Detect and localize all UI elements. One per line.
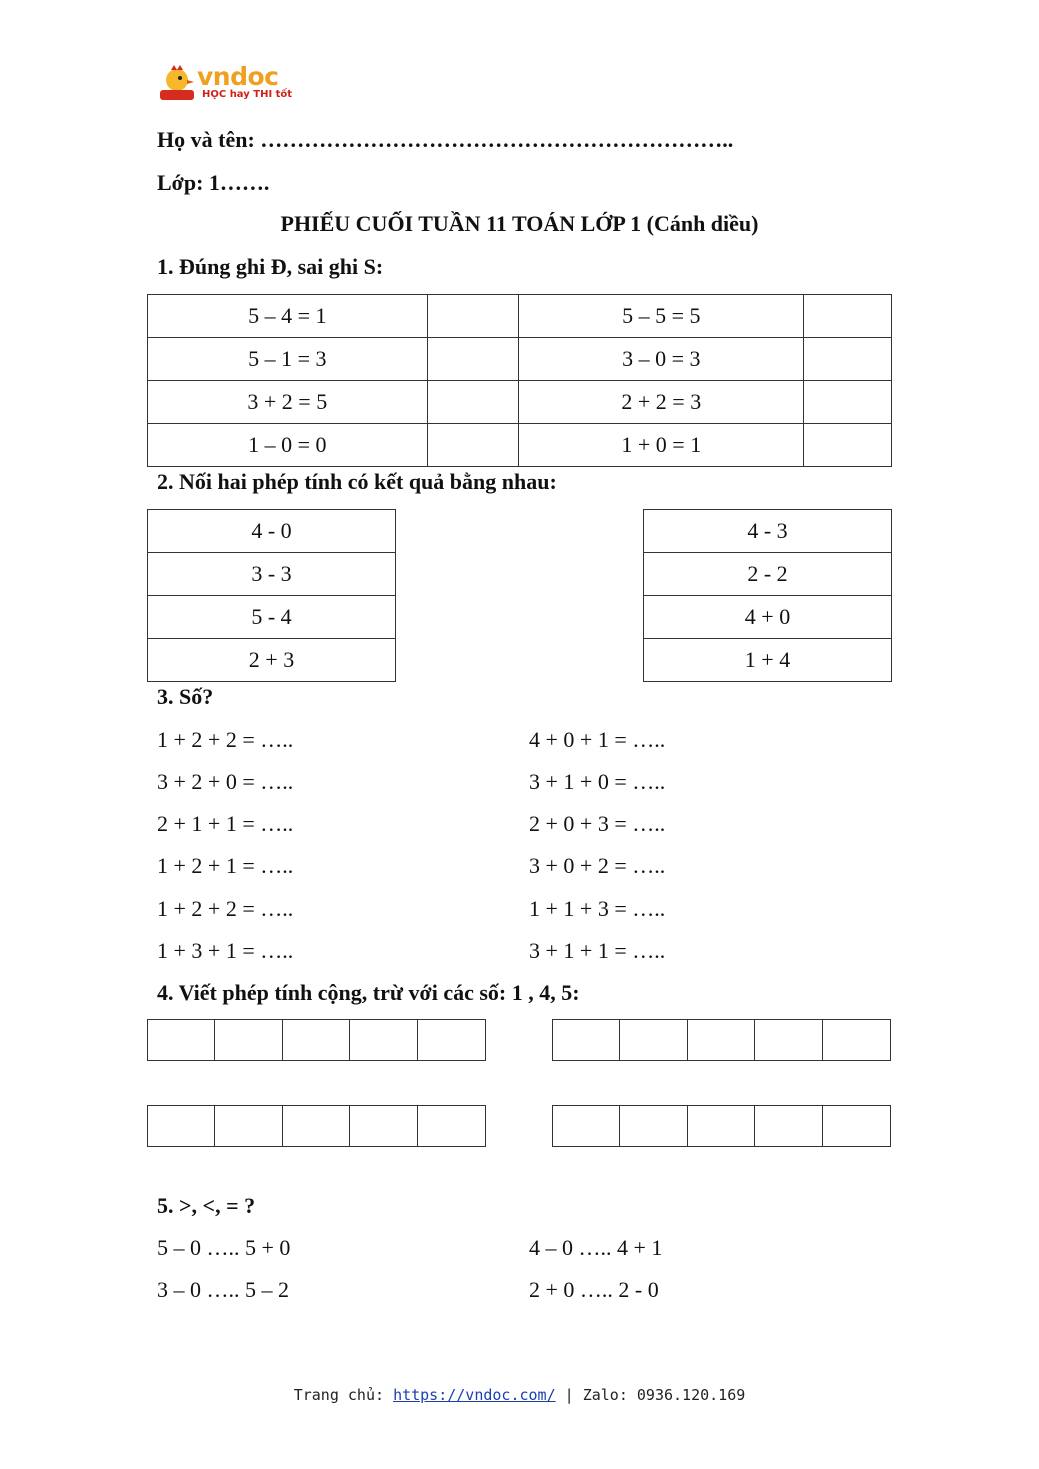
- table-row: [148, 639, 396, 682]
- logo-slogan: HỌC hay THI tốt: [202, 89, 293, 100]
- q1-answer-box[interactable]: [804, 338, 892, 381]
- page-title: PHIẾU CUỐI TUẦN 11 TOÁN LỚP 1 (Cánh diều): [280, 211, 759, 236]
- page-footer: [0, 1386, 1039, 1404]
- q3-heading: 3. Số?: [157, 684, 214, 709]
- q2-right-expression[interactable]: 4 + 0: [644, 596, 892, 639]
- q2-heading: 2. Nối hai phép tính có kết quả bằng nhau:: [157, 469, 557, 494]
- q4-answer-cell[interactable]: [755, 1106, 822, 1146]
- q4-answer-row: [147, 1105, 486, 1147]
- logo-brand-text: vndoc: [197, 62, 279, 91]
- q1-equation: 1 + 0 = 1: [519, 424, 804, 467]
- rooster-mascot-icon: [157, 64, 197, 104]
- q3-right-item: 4 + 0 + 1 = …..: [529, 727, 666, 752]
- q3-right-item: 3 + 1 + 0 = …..: [529, 769, 666, 794]
- q4-answer-cell[interactable]: [688, 1020, 755, 1060]
- table-row: [644, 639, 892, 682]
- q1-answer-box[interactable]: [804, 381, 892, 424]
- q1-equation: 3 + 2 = 5: [148, 381, 428, 424]
- table-row: [148, 381, 892, 424]
- q1-equation: 5 – 5 = 5: [519, 295, 804, 338]
- q4-answer-cell[interactable]: [283, 1106, 350, 1146]
- q3-right-item: 2 + 0 + 3 = …..: [529, 811, 666, 836]
- q1-answer-box[interactable]: [427, 338, 519, 381]
- q4-answer-cell[interactable]: [553, 1020, 620, 1060]
- q4-answer-row: [552, 1019, 891, 1061]
- footer-home-link[interactable]: https://vndoc.com/: [393, 1386, 556, 1404]
- q5-right-item: 2 + 0 ….. 2 - 0: [529, 1277, 659, 1302]
- q4-answer-cell[interactable]: [620, 1020, 687, 1060]
- q5-heading: 5. >, <, = ?: [157, 1193, 256, 1218]
- q4-answer-cell[interactable]: [215, 1106, 282, 1146]
- footer-zalo: Zalo: 0936.120.169: [582, 1386, 746, 1404]
- q3-right-item: 1 + 1 + 3 = …..: [529, 896, 666, 921]
- q2-right-expression[interactable]: 2 - 2: [644, 553, 892, 596]
- q1-equation: 5 – 1 = 3: [148, 338, 428, 381]
- q3-left-item: 1 + 2 + 2 = …..: [157, 727, 294, 752]
- q3-left-item: 1 + 2 + 1 = …..: [157, 853, 294, 878]
- footer-separator: |: [555, 1386, 583, 1404]
- q4-answer-row: [147, 1019, 486, 1061]
- table-row: [148, 424, 892, 467]
- q2-left-expression[interactable]: 4 - 0: [148, 510, 396, 553]
- q5-left-item: 5 – 0 ….. 5 + 0: [157, 1235, 291, 1260]
- table-row: [148, 553, 396, 596]
- q1-table: [147, 294, 892, 467]
- student-name-line: Họ và tên: ………………………………………………………..: [157, 127, 734, 152]
- q3-right-item: 3 + 1 + 1 = …..: [529, 938, 666, 963]
- q4-answer-cell[interactable]: [620, 1106, 687, 1146]
- table-row: [644, 510, 892, 553]
- q2-left-expression[interactable]: 5 - 4: [148, 596, 396, 639]
- q3-left-item: 3 + 2 + 0 = …..: [157, 769, 294, 794]
- q4-answer-cell[interactable]: [688, 1106, 755, 1146]
- q4-answer-cell[interactable]: [283, 1020, 350, 1060]
- q5-left-item: 3 – 0 ….. 5 – 2: [157, 1277, 289, 1302]
- q4-answer-cell[interactable]: [350, 1106, 417, 1146]
- q3-left-item: 1 + 3 + 1 = …..: [157, 938, 294, 963]
- table-row: [148, 510, 396, 553]
- table-row: [644, 596, 892, 639]
- q2-right-expression[interactable]: 4 - 3: [644, 510, 892, 553]
- q5-right-item: 4 – 0 ….. 4 + 1: [529, 1235, 663, 1260]
- q4-answer-cell[interactable]: [755, 1020, 822, 1060]
- q2-left-table: [147, 509, 396, 682]
- q4-answer-cell[interactable]: [418, 1020, 485, 1060]
- q1-equation: 1 – 0 = 0: [148, 424, 428, 467]
- q4-answer-cell[interactable]: [553, 1106, 620, 1146]
- q2-left-expression[interactable]: 2 + 3: [148, 639, 396, 682]
- q4-answer-cell[interactable]: [823, 1106, 890, 1146]
- q4-heading: 4. Viết phép tính cộng, trừ với các số: 1 , 4, 5:: [157, 980, 580, 1005]
- vndoc-logo: [157, 62, 297, 108]
- q2-right-table: [643, 509, 892, 682]
- q4-answer-cell[interactable]: [148, 1020, 215, 1060]
- q3-left-item: 1 + 2 + 2 = …..: [157, 896, 294, 921]
- q1-answer-box[interactable]: [427, 424, 519, 467]
- q1-answer-box[interactable]: [427, 295, 519, 338]
- footer-prefix: Trang chủ:: [293, 1386, 394, 1404]
- q4-answer-cell[interactable]: [215, 1020, 282, 1060]
- q4-answer-cell[interactable]: [823, 1020, 890, 1060]
- q1-equation: 5 – 4 = 1: [148, 295, 428, 338]
- q4-answer-cell[interactable]: [350, 1020, 417, 1060]
- table-row: [148, 596, 396, 639]
- class-line: Lớp: 1…….: [157, 170, 270, 195]
- q1-heading: 1. Đúng ghi Đ, sai ghi S:: [157, 254, 384, 279]
- q2-right-expression[interactable]: 1 + 4: [644, 639, 892, 682]
- q1-equation: 3 – 0 = 3: [519, 338, 804, 381]
- table-row: [644, 553, 892, 596]
- q3-right-item: 3 + 0 + 2 = …..: [529, 853, 666, 878]
- table-row: [148, 295, 892, 338]
- q1-equation: 2 + 2 = 3: [519, 381, 804, 424]
- q1-answer-box[interactable]: [427, 381, 519, 424]
- q4-answer-cell[interactable]: [148, 1106, 215, 1146]
- q4-answer-row: [552, 1105, 891, 1147]
- q1-answer-box[interactable]: [804, 424, 892, 467]
- q2-left-expression[interactable]: 3 - 3: [148, 553, 396, 596]
- q1-answer-box[interactable]: [804, 295, 892, 338]
- q3-left-item: 2 + 1 + 1 = …..: [157, 811, 294, 836]
- table-row: [148, 338, 892, 381]
- q4-answer-cell[interactable]: [418, 1106, 485, 1146]
